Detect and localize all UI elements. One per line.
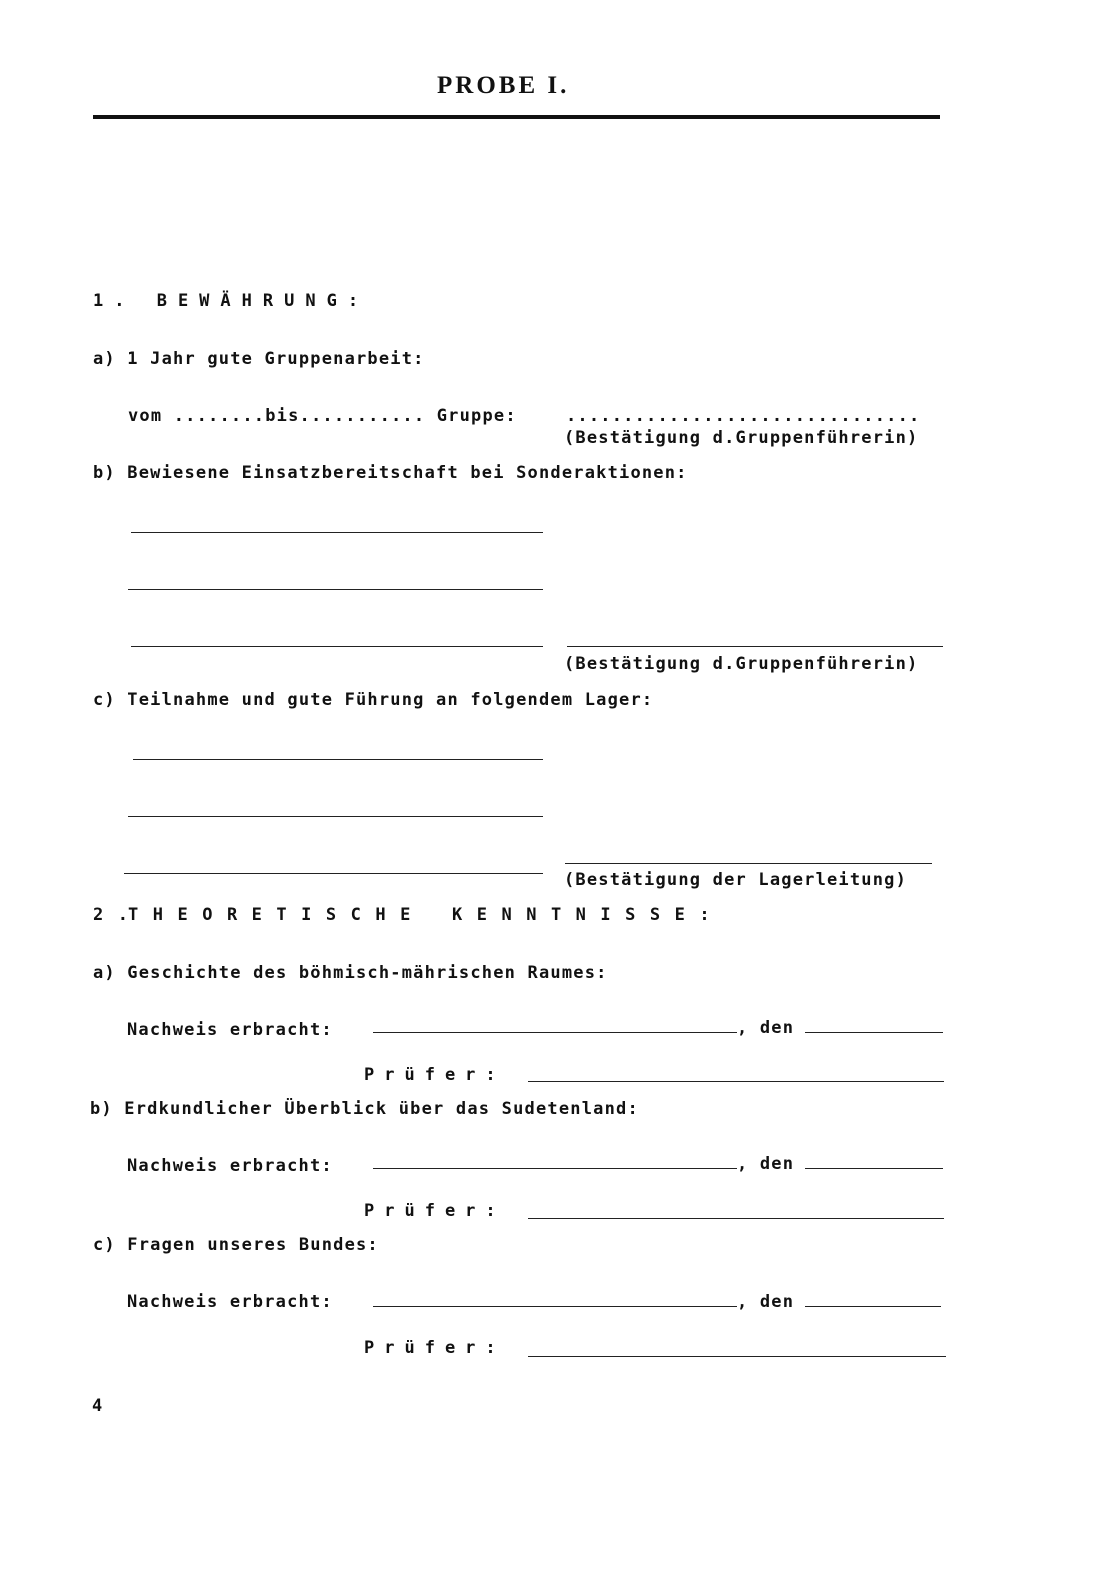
signature-line[interactable]	[565, 863, 932, 864]
group-dotted-field[interactable]: ...............................	[566, 406, 921, 426]
item-1a-label: a) 1 Jahr gute Gruppenarbeit:	[93, 349, 425, 369]
date-line[interactable]	[805, 1032, 943, 1033]
entry-line[interactable]	[128, 816, 543, 817]
section-1-heading: 1. BEWÄHRUNG:	[93, 291, 370, 311]
pruefer-label: Prüfer:	[364, 1338, 506, 1358]
signature-line[interactable]	[567, 646, 943, 647]
date-line[interactable]	[805, 1168, 943, 1169]
nachweis-line[interactable]	[373, 1032, 737, 1033]
section-2-number: 2.	[93, 905, 143, 925]
item-2a-label: a) Geschichte des böhmisch-mährischen Raumes:	[93, 963, 608, 983]
section-2-heading: THEORETISCHE	[128, 905, 425, 925]
section-2-heading: KENNTNISSE:	[452, 905, 725, 925]
pruefer-label: Prüfer:	[364, 1065, 506, 1085]
nachweis-label: Nachweis erbracht:	[127, 1020, 333, 1040]
nachweis-label: Nachweis erbracht:	[127, 1156, 333, 1176]
item-1a-vom-line: vom ........bis........... Gruppe:	[128, 406, 517, 426]
entry-line[interactable]	[131, 646, 543, 647]
item-1c-label: c) Teilnahme und gute Führung an folgendem Lager:	[93, 690, 654, 710]
pruefer-label: Prüfer:	[364, 1201, 506, 1221]
nachweis-line[interactable]	[373, 1168, 737, 1169]
entry-line[interactable]	[133, 759, 543, 760]
pruefer-line[interactable]	[528, 1356, 946, 1357]
entry-line[interactable]	[131, 532, 543, 533]
item-2c-label: c) Fragen unseres Bundes:	[93, 1235, 379, 1255]
date-label: , den	[737, 1292, 795, 1312]
date-label: , den	[737, 1154, 795, 1174]
pruefer-line[interactable]	[528, 1081, 944, 1082]
entry-line[interactable]	[128, 589, 543, 590]
nachweis-label: Nachweis erbracht:	[127, 1292, 333, 1312]
page-title: PROBE I.	[437, 72, 570, 99]
title-rule	[93, 115, 940, 119]
pruefer-line[interactable]	[528, 1218, 944, 1219]
nachweis-line[interactable]	[373, 1306, 737, 1307]
item-1b-label: b) Bewiesene Einsatzbereitschaft bei Sonderaktionen:	[93, 463, 688, 483]
item-2b-label: b) Erdkundlicher Überblick über das Sudetenland:	[90, 1099, 639, 1119]
page-number: 4	[92, 1396, 104, 1416]
confirmation-caption: (Bestätigung der Lagerleitung)	[564, 870, 908, 890]
entry-line[interactable]	[124, 873, 543, 874]
date-line[interactable]	[805, 1306, 941, 1307]
confirmation-caption: (Bestätigung d.Gruppenführerin)	[564, 428, 919, 448]
confirmation-caption: (Bestätigung d.Gruppenführerin)	[564, 654, 919, 674]
date-label: , den	[737, 1018, 795, 1038]
